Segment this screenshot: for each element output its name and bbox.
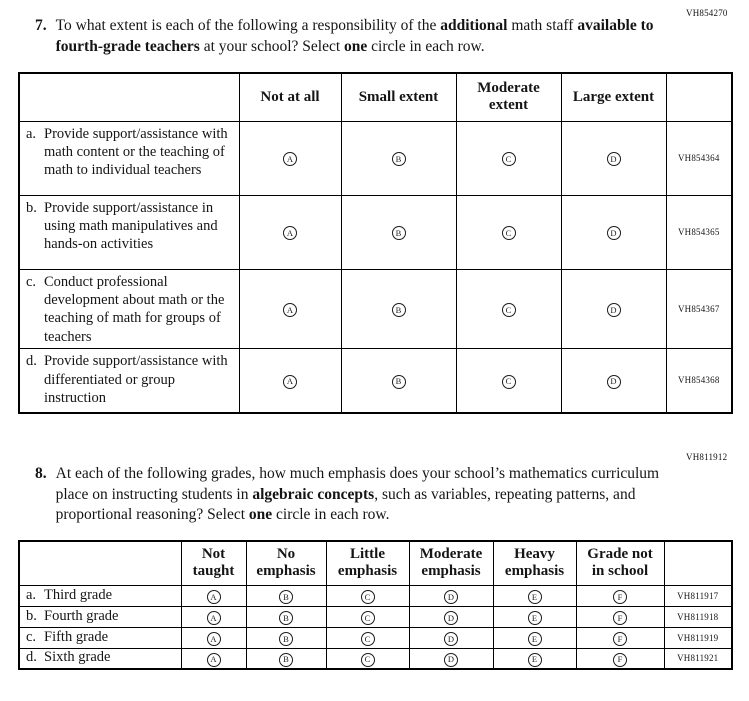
q7-header-code-blank <box>666 73 732 121</box>
answer-circle-b[interactable]: B <box>392 152 406 166</box>
q7-col-not-at-all: Not at all <box>239 73 341 121</box>
row-label-cell <box>19 269 239 349</box>
option-cell <box>576 585 664 606</box>
option-cell <box>493 627 576 648</box>
answer-circle-b[interactable]: B <box>279 632 293 646</box>
answer-circle-c[interactable]: C <box>502 375 516 389</box>
answer-circle-d[interactable]: D <box>607 226 621 240</box>
option-cell <box>341 121 456 195</box>
q7-text-part: To what extent is each of the following a responsibility of the <box>55 17 441 34</box>
option-cell <box>326 627 409 648</box>
row-label: b. Fourth grade <box>26 607 119 624</box>
answer-circle-c[interactable]: C <box>502 303 516 317</box>
answer-circle-b[interactable]: B <box>392 303 406 317</box>
answer-circle-d[interactable]: D <box>444 611 458 625</box>
q8-col-not-taught: Not taught <box>181 541 246 585</box>
option-cell <box>456 349 561 413</box>
q7-number: 7. <box>35 17 47 34</box>
option-cell <box>576 606 664 627</box>
table-row <box>19 121 732 195</box>
answer-circle-c[interactable]: C <box>502 226 516 240</box>
option-cell <box>409 648 493 669</box>
q8-header-code-blank <box>664 541 732 585</box>
answer-circle-b[interactable]: B <box>392 226 406 240</box>
q8-header-row <box>19 541 732 585</box>
answer-circle-a[interactable]: A <box>207 611 221 625</box>
q7-col-small-extent: Small extent <box>341 73 456 121</box>
row-label-cell <box>19 627 181 648</box>
row-label: d. Provide support/assistance with differentiated or group instruction <box>26 353 228 406</box>
answer-circle-d[interactable]: D <box>444 653 458 667</box>
answer-circle-a[interactable]: A <box>283 375 297 389</box>
option-cell <box>456 121 561 195</box>
q8-col-heavy-emphasis: Heavy emphasis <box>493 541 576 585</box>
q8-header-blank <box>19 541 181 585</box>
q8-text-part: At each of the following grades, how much emphasis does your school’s mathematics curriculum place on instructing students in <box>55 465 660 503</box>
option-cell <box>246 648 326 669</box>
row-label: c. Fifth grade <box>26 628 109 645</box>
row-label: a. Third grade <box>26 586 113 603</box>
answer-circle-e[interactable]: E <box>528 611 542 625</box>
answer-circle-f[interactable]: F <box>613 653 627 667</box>
q7-col-moderate-extent: Moderate extent <box>456 73 561 121</box>
form-code-q8: VH811912 <box>686 452 728 462</box>
row-label: c. Conduct professional development about math or the teaching of math for groups of teachers <box>26 273 225 345</box>
q8-text-part: , such as variables, repeating patterns, and proportional reasoning? Select <box>55 485 636 524</box>
q8-col-no-emphasis: No emphasis <box>246 541 326 585</box>
row-label: b. Provide support/assistance in using math manipulatives and hands-on activities <box>26 199 218 253</box>
option-cell <box>181 648 246 669</box>
answer-circle-a[interactable]: A <box>207 632 221 646</box>
row-code: VH854367 <box>666 269 732 349</box>
q7-header-row <box>19 73 732 121</box>
answer-circle-a[interactable]: A <box>283 152 297 166</box>
option-cell <box>246 627 326 648</box>
row-code: VH811921 <box>664 648 732 669</box>
option-cell <box>493 606 576 627</box>
q7-bold-part: additional <box>440 17 508 34</box>
q7-text-part: at your school? Select <box>199 37 345 55</box>
q8-col-grade-not-in-school: Grade not in school <box>576 541 664 585</box>
option-cell <box>493 648 576 669</box>
answer-circle-f[interactable]: F <box>613 632 627 646</box>
row-code: VH854368 <box>666 349 732 413</box>
q8-question-text <box>56 464 663 526</box>
q7-response-table <box>18 72 733 414</box>
row-code: VH854365 <box>666 195 732 269</box>
option-cell <box>576 648 664 669</box>
answer-circle-d[interactable]: D <box>607 152 621 166</box>
answer-circle-d[interactable]: D <box>444 590 458 604</box>
form-code-q7: VH854270 <box>686 8 728 18</box>
row-code: VH811918 <box>664 606 732 627</box>
answer-circle-e[interactable]: E <box>528 632 542 646</box>
table-row <box>19 349 732 413</box>
q8-col-moderate-emphasis: Moderate emphasis <box>409 541 493 585</box>
table-row <box>19 606 732 627</box>
option-cell <box>341 349 456 413</box>
q8-response-table <box>18 540 733 670</box>
option-cell <box>181 627 246 648</box>
answer-circle-c[interactable]: C <box>502 152 516 166</box>
answer-circle-a[interactable]: A <box>283 303 297 317</box>
q7-text-part: circle in each row. <box>367 37 485 55</box>
option-cell <box>456 195 561 269</box>
answer-circle-c[interactable]: C <box>361 653 375 667</box>
answer-circle-d[interactable]: D <box>607 375 621 389</box>
answer-circle-b[interactable]: B <box>279 590 293 604</box>
answer-circle-c[interactable]: C <box>361 611 375 625</box>
answer-circle-b[interactable]: B <box>279 611 293 625</box>
answer-circle-f[interactable]: F <box>613 590 627 604</box>
answer-circle-d[interactable]: D <box>607 303 621 317</box>
row-label-cell <box>19 121 239 195</box>
option-cell <box>239 121 341 195</box>
answer-circle-f[interactable]: F <box>613 611 627 625</box>
option-cell <box>561 269 666 349</box>
answer-circle-c[interactable]: C <box>361 632 375 646</box>
option-cell <box>561 195 666 269</box>
table-row <box>19 195 732 269</box>
option-cell <box>326 606 409 627</box>
option-cell <box>326 648 409 669</box>
row-code: VH811917 <box>664 585 732 606</box>
answer-circle-d[interactable]: D <box>444 632 458 646</box>
answer-circle-e[interactable]: E <box>528 653 542 667</box>
option-cell <box>409 627 493 648</box>
q7-col-large-extent: Large extent <box>561 73 666 121</box>
option-cell <box>341 269 456 349</box>
answer-circle-a[interactable]: A <box>207 590 221 604</box>
option-cell <box>239 195 341 269</box>
option-cell <box>341 195 456 269</box>
option-cell <box>561 349 666 413</box>
q7-question-text <box>56 16 683 57</box>
option-cell <box>181 606 246 627</box>
answer-circle-a[interactable]: A <box>283 226 297 240</box>
row-label-cell <box>19 349 239 413</box>
q7-prompt <box>35 16 683 57</box>
option-cell <box>456 269 561 349</box>
option-cell <box>493 585 576 606</box>
q8-text-part: circle in each row. <box>272 506 390 524</box>
q7-text-part: math staff <box>507 17 578 34</box>
answer-circle-b[interactable]: B <box>392 375 406 389</box>
option-cell <box>181 585 246 606</box>
row-label: d. Sixth grade <box>26 649 111 666</box>
row-label-cell <box>19 195 239 269</box>
option-cell <box>239 349 341 413</box>
option-cell <box>246 585 326 606</box>
q7-header-blank <box>19 73 239 121</box>
q7-bold-part: one <box>344 37 368 55</box>
option-cell <box>246 606 326 627</box>
answer-circle-a[interactable]: A <box>207 653 221 667</box>
option-cell <box>239 269 341 349</box>
answer-circle-b[interactable]: B <box>279 653 293 667</box>
row-code: VH811919 <box>664 627 732 648</box>
row-code: VH854364 <box>666 121 732 195</box>
option-cell <box>326 585 409 606</box>
table-row <box>19 648 732 669</box>
option-cell <box>409 585 493 606</box>
answer-circle-c[interactable]: C <box>361 590 375 604</box>
q8-prompt <box>35 464 663 526</box>
q8-bold-part: algebraic concepts <box>252 485 375 503</box>
row-label-cell <box>19 648 181 669</box>
table-row <box>19 269 732 349</box>
q8-number: 8. <box>35 465 47 482</box>
row-label: a. Provide support/assistance with math content or the teaching of math to individual teachers <box>26 125 228 179</box>
option-cell <box>576 627 664 648</box>
row-label-cell <box>19 585 181 606</box>
q8-col-little-emphasis: Little emphasis <box>326 541 409 585</box>
answer-circle-e[interactable]: E <box>528 590 542 604</box>
row-label-cell <box>19 606 181 627</box>
q7-bold-part: available to fourth-grade teachers <box>55 17 654 55</box>
table-row <box>19 627 732 648</box>
option-cell <box>561 121 666 195</box>
option-cell <box>409 606 493 627</box>
q8-bold-part: one <box>248 506 273 524</box>
table-row <box>19 585 732 606</box>
